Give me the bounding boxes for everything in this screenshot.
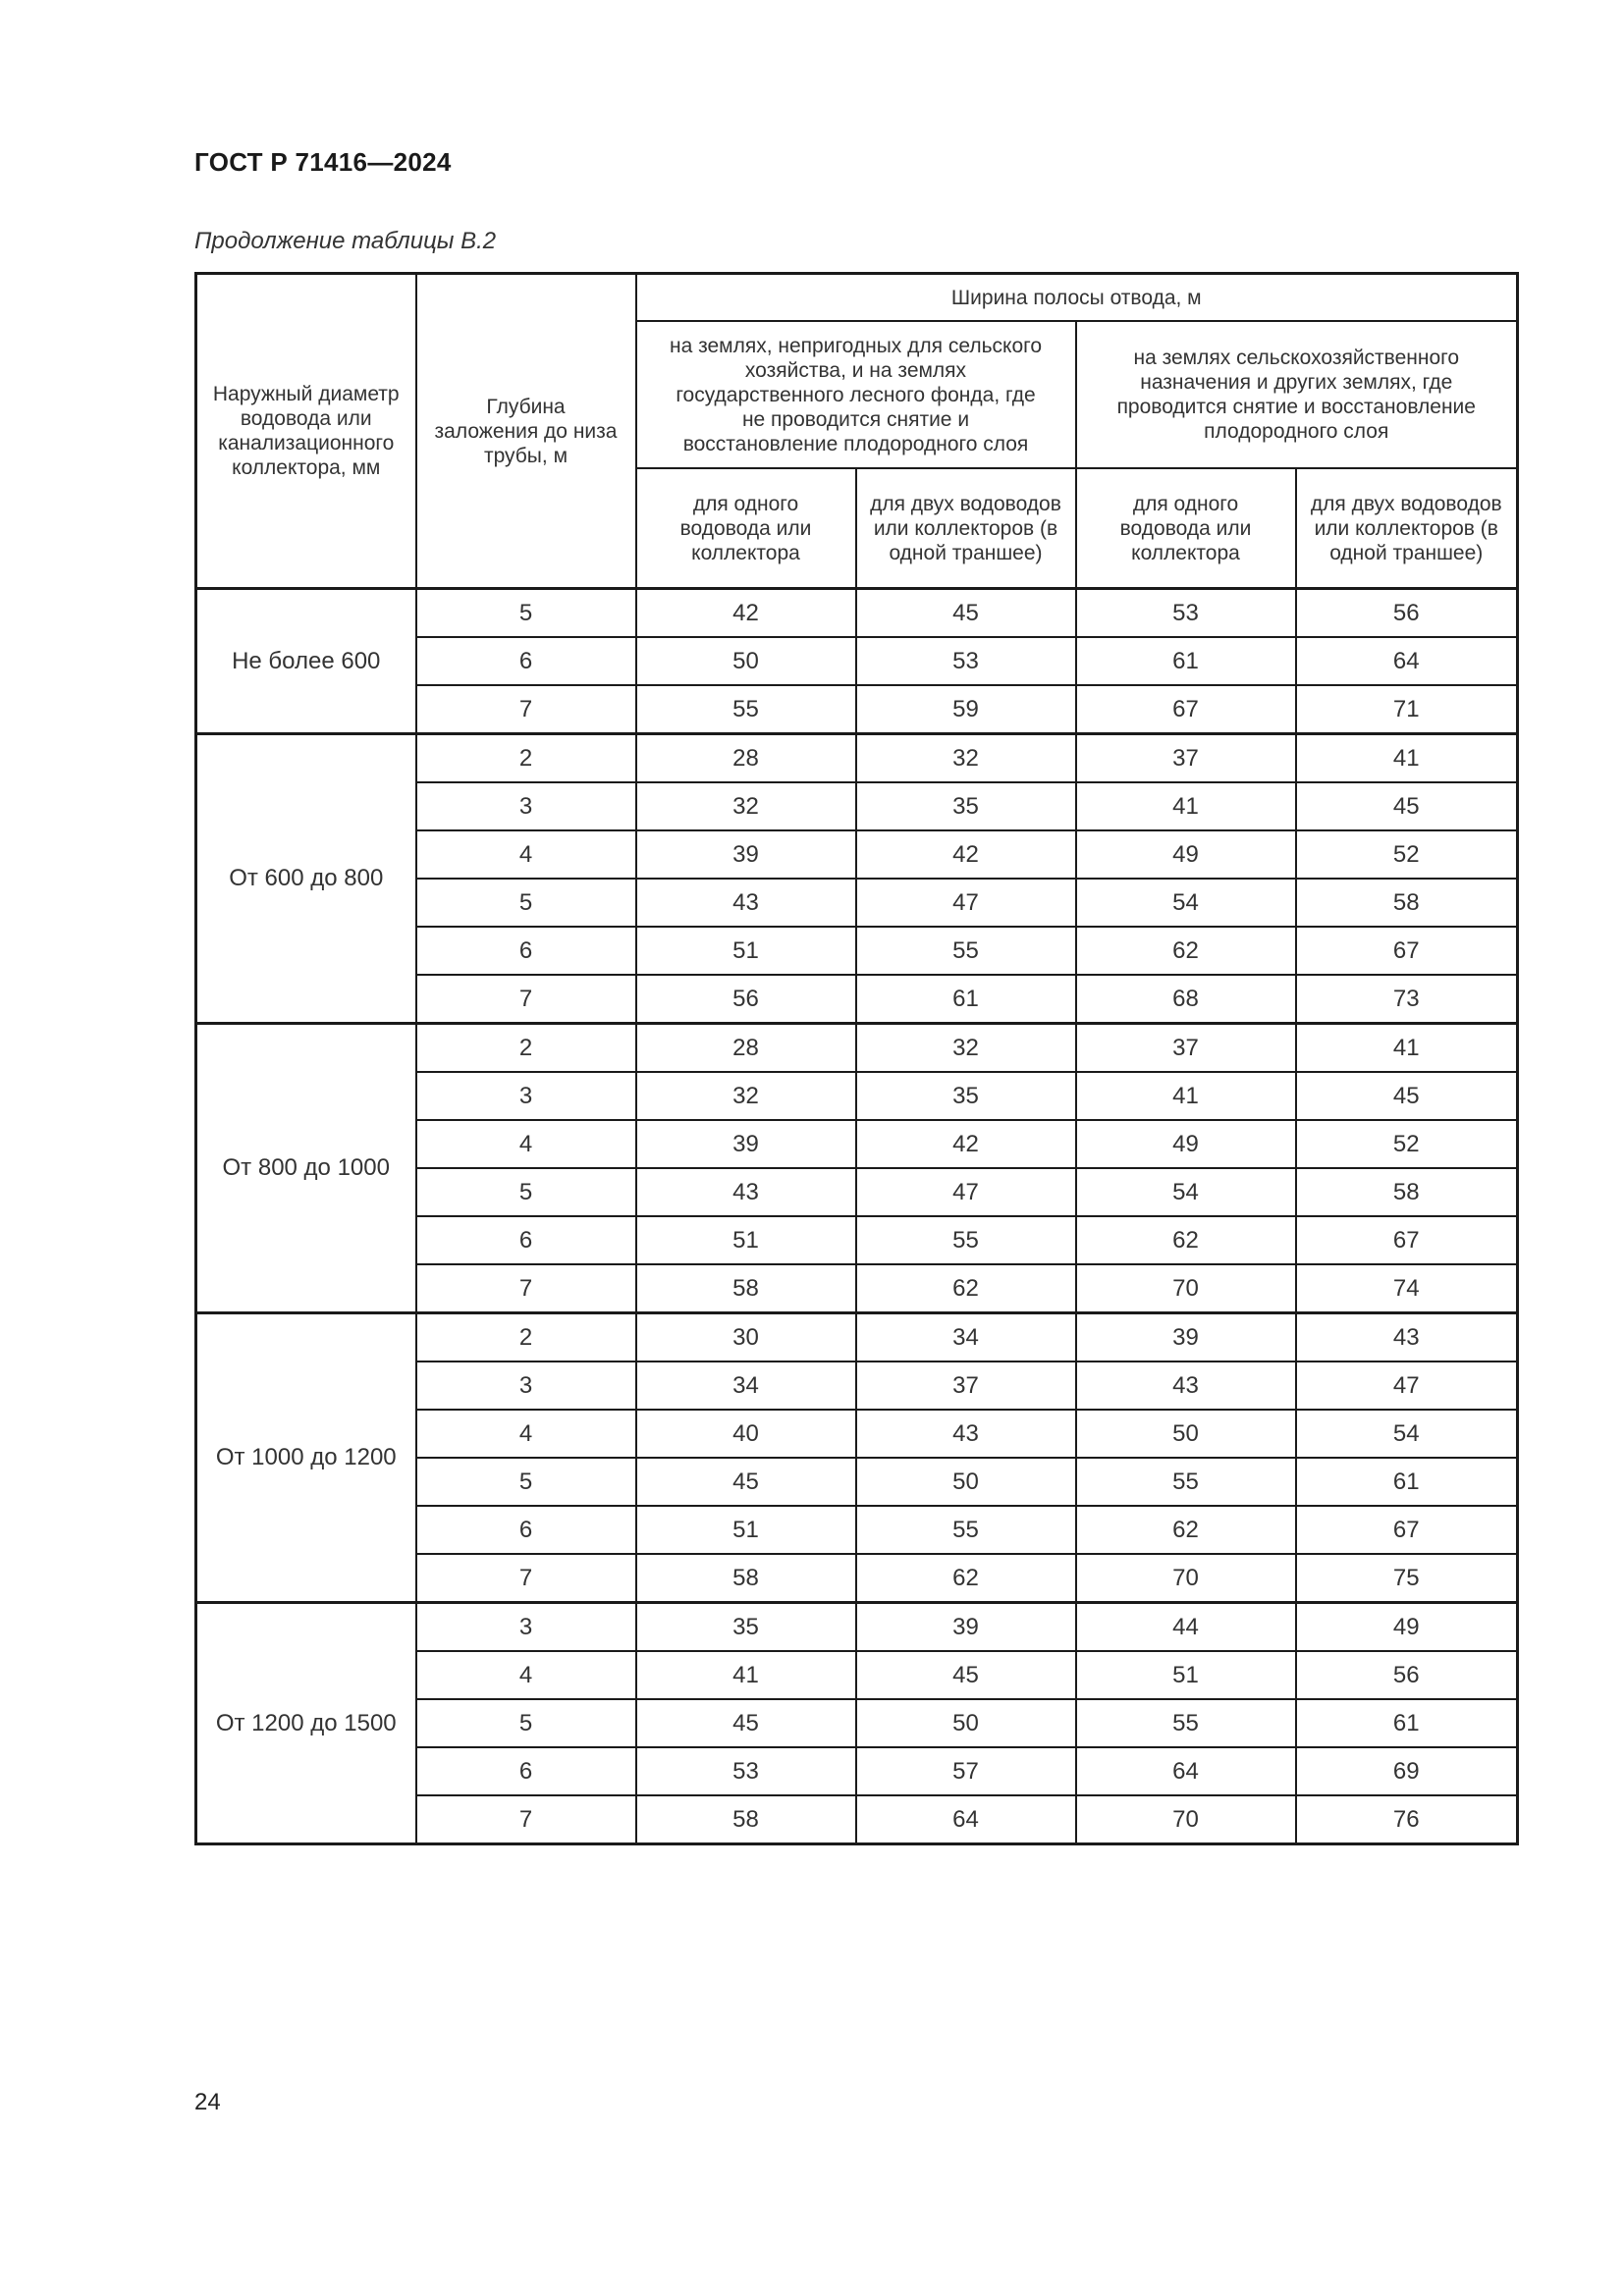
width-two-agricultural-cell: 75 xyxy=(1296,1554,1518,1603)
width-one-unsuitable-cell: 39 xyxy=(636,830,856,879)
depth-cell: 3 xyxy=(416,1362,636,1410)
width-two-agricultural-cell: 52 xyxy=(1296,830,1518,879)
width-one-agricultural-cell: 49 xyxy=(1076,1120,1296,1168)
width-two-unsuitable-cell: 50 xyxy=(856,1458,1076,1506)
depth-cell: 6 xyxy=(416,927,636,975)
depth-cell: 6 xyxy=(416,1506,636,1554)
depth-cell: 7 xyxy=(416,685,636,734)
width-two-unsuitable-cell: 42 xyxy=(856,830,1076,879)
diameter-range-cell: От 1000 до 1200 xyxy=(196,1313,416,1603)
header-width: Ширина полосы отвода, м xyxy=(636,274,1518,322)
width-one-unsuitable-cell: 50 xyxy=(636,637,856,685)
document-code: ГОСТ Р 71416—2024 xyxy=(194,147,452,177)
width-one-agricultural-cell: 44 xyxy=(1076,1603,1296,1652)
table-row xyxy=(196,1024,1518,1073)
width-two-unsuitable-cell: 55 xyxy=(856,927,1076,975)
header-depth: Глубина заложения до низа трубы, м xyxy=(416,274,636,589)
width-one-agricultural-cell: 41 xyxy=(1076,782,1296,830)
width-two-unsuitable-cell: 47 xyxy=(856,879,1076,927)
depth-cell: 2 xyxy=(416,1313,636,1362)
width-two-unsuitable-cell: 62 xyxy=(856,1264,1076,1313)
width-two-unsuitable-cell: 47 xyxy=(856,1168,1076,1216)
width-one-agricultural-cell: 62 xyxy=(1076,927,1296,975)
width-one-unsuitable-cell: 41 xyxy=(636,1651,856,1699)
header-two-pipes-unsuitable: для двух водоводов или коллекторов (в одной траншее) xyxy=(856,468,1076,589)
width-one-agricultural-cell: 51 xyxy=(1076,1651,1296,1699)
width-one-unsuitable-cell: 43 xyxy=(636,1168,856,1216)
width-one-unsuitable-cell: 45 xyxy=(636,1458,856,1506)
width-one-agricultural-cell: 61 xyxy=(1076,637,1296,685)
depth-cell: 3 xyxy=(416,1603,636,1652)
width-two-unsuitable-cell: 57 xyxy=(856,1747,1076,1795)
table-head xyxy=(196,274,1518,589)
width-two-unsuitable-cell: 61 xyxy=(856,975,1076,1024)
page-number: 24 xyxy=(194,2089,221,2115)
width-two-agricultural-cell: 47 xyxy=(1296,1362,1518,1410)
width-one-unsuitable-cell: 51 xyxy=(636,1506,856,1554)
width-two-unsuitable-cell: 34 xyxy=(856,1313,1076,1362)
width-one-agricultural-cell: 41 xyxy=(1076,1072,1296,1120)
width-one-agricultural-cell: 62 xyxy=(1076,1216,1296,1264)
width-one-agricultural-cell: 43 xyxy=(1076,1362,1296,1410)
width-one-agricultural-cell: 37 xyxy=(1076,734,1296,783)
header-land-unsuitable: на землях, непригодных для сельского хозяйства, и на землях государственного лесного фонда, где не проводится снятие и восстановление плодородного слоя xyxy=(636,321,1076,468)
depth-cell: 7 xyxy=(416,975,636,1024)
depth-cell: 4 xyxy=(416,830,636,879)
width-one-unsuitable-cell: 55 xyxy=(636,685,856,734)
width-two-unsuitable-cell: 45 xyxy=(856,589,1076,638)
width-one-unsuitable-cell: 45 xyxy=(636,1699,856,1747)
width-two-agricultural-cell: 58 xyxy=(1296,879,1518,927)
width-two-agricultural-cell: 45 xyxy=(1296,782,1518,830)
width-one-agricultural-cell: 49 xyxy=(1076,830,1296,879)
table-caption: Продолжение таблицы В.2 xyxy=(194,228,497,254)
depth-cell: 5 xyxy=(416,1699,636,1747)
width-two-agricultural-cell: 64 xyxy=(1296,637,1518,685)
width-one-unsuitable-cell: 58 xyxy=(636,1795,856,1844)
header-one-pipe-unsuitable: для одного водовода или коллектора xyxy=(636,468,856,589)
table-body xyxy=(196,589,1518,1844)
diameter-range-cell: Не более 600 xyxy=(196,589,416,734)
width-one-agricultural-cell: 64 xyxy=(1076,1747,1296,1795)
width-two-agricultural-cell: 45 xyxy=(1296,1072,1518,1120)
width-two-agricultural-cell: 69 xyxy=(1296,1747,1518,1795)
width-one-agricultural-cell: 70 xyxy=(1076,1554,1296,1603)
width-one-unsuitable-cell: 56 xyxy=(636,975,856,1024)
width-two-agricultural-cell: 41 xyxy=(1296,734,1518,783)
depth-cell: 5 xyxy=(416,879,636,927)
width-two-agricultural-cell: 52 xyxy=(1296,1120,1518,1168)
width-two-agricultural-cell: 67 xyxy=(1296,1216,1518,1264)
width-one-unsuitable-cell: 53 xyxy=(636,1747,856,1795)
table-row xyxy=(196,589,1518,638)
depth-cell: 2 xyxy=(416,734,636,783)
width-one-agricultural-cell: 54 xyxy=(1076,879,1296,927)
width-one-agricultural-cell: 55 xyxy=(1076,1699,1296,1747)
depth-cell: 4 xyxy=(416,1120,636,1168)
width-one-agricultural-cell: 53 xyxy=(1076,589,1296,638)
width-one-unsuitable-cell: 42 xyxy=(636,589,856,638)
depth-cell: 7 xyxy=(416,1264,636,1313)
width-two-agricultural-cell: 67 xyxy=(1296,1506,1518,1554)
width-one-unsuitable-cell: 39 xyxy=(636,1120,856,1168)
diameter-range-cell: От 600 до 800 xyxy=(196,734,416,1024)
depth-cell: 4 xyxy=(416,1410,636,1458)
diameter-range-cell: От 800 до 1000 xyxy=(196,1024,416,1313)
width-two-agricultural-cell: 49 xyxy=(1296,1603,1518,1652)
depth-cell: 5 xyxy=(416,1458,636,1506)
width-two-unsuitable-cell: 37 xyxy=(856,1362,1076,1410)
width-one-agricultural-cell: 37 xyxy=(1076,1024,1296,1073)
depth-cell: 5 xyxy=(416,1168,636,1216)
table-row xyxy=(196,734,1518,783)
width-two-agricultural-cell: 67 xyxy=(1296,927,1518,975)
width-two-agricultural-cell: 71 xyxy=(1296,685,1518,734)
header-diameter: Наружный диаметр водовода или канализационного коллектора, мм xyxy=(196,274,416,589)
width-two-unsuitable-cell: 35 xyxy=(856,782,1076,830)
width-one-agricultural-cell: 70 xyxy=(1076,1795,1296,1844)
depth-cell: 6 xyxy=(416,637,636,685)
width-one-unsuitable-cell: 30 xyxy=(636,1313,856,1362)
width-one-unsuitable-cell: 43 xyxy=(636,879,856,927)
header-two-pipes-agricultural: для двух водоводов или коллекторов (в одной траншее) xyxy=(1296,468,1518,589)
width-two-unsuitable-cell: 43 xyxy=(856,1410,1076,1458)
width-two-unsuitable-cell: 45 xyxy=(856,1651,1076,1699)
width-two-unsuitable-cell: 32 xyxy=(856,1024,1076,1073)
width-one-agricultural-cell: 70 xyxy=(1076,1264,1296,1313)
width-two-agricultural-cell: 61 xyxy=(1296,1699,1518,1747)
width-one-unsuitable-cell: 58 xyxy=(636,1554,856,1603)
table-row xyxy=(196,1313,1518,1362)
width-one-unsuitable-cell: 32 xyxy=(636,782,856,830)
depth-cell: 3 xyxy=(416,1072,636,1120)
width-two-agricultural-cell: 54 xyxy=(1296,1410,1518,1458)
width-one-agricultural-cell: 55 xyxy=(1076,1458,1296,1506)
width-two-unsuitable-cell: 50 xyxy=(856,1699,1076,1747)
depth-cell: 6 xyxy=(416,1216,636,1264)
width-one-unsuitable-cell: 35 xyxy=(636,1603,856,1652)
width-one-unsuitable-cell: 32 xyxy=(636,1072,856,1120)
right-of-way-width-table xyxy=(194,272,1519,1845)
width-one-unsuitable-cell: 40 xyxy=(636,1410,856,1458)
width-two-agricultural-cell: 43 xyxy=(1296,1313,1518,1362)
depth-cell: 3 xyxy=(416,782,636,830)
width-two-agricultural-cell: 58 xyxy=(1296,1168,1518,1216)
width-two-unsuitable-cell: 64 xyxy=(856,1795,1076,1844)
width-one-agricultural-cell: 67 xyxy=(1076,685,1296,734)
width-one-unsuitable-cell: 28 xyxy=(636,1024,856,1073)
width-one-agricultural-cell: 68 xyxy=(1076,975,1296,1024)
width-one-unsuitable-cell: 51 xyxy=(636,927,856,975)
depth-cell: 7 xyxy=(416,1554,636,1603)
width-two-unsuitable-cell: 35 xyxy=(856,1072,1076,1120)
width-two-unsuitable-cell: 42 xyxy=(856,1120,1076,1168)
width-one-unsuitable-cell: 58 xyxy=(636,1264,856,1313)
width-one-unsuitable-cell: 34 xyxy=(636,1362,856,1410)
width-one-agricultural-cell: 39 xyxy=(1076,1313,1296,1362)
width-two-unsuitable-cell: 62 xyxy=(856,1554,1076,1603)
width-two-unsuitable-cell: 55 xyxy=(856,1216,1076,1264)
width-two-agricultural-cell: 56 xyxy=(1296,589,1518,638)
table-row xyxy=(196,1603,1518,1652)
header-land-agricultural: на землях сельскохозяйственного назначения и других землях, где проводится снятие и восстановление плодородного слоя xyxy=(1076,321,1518,468)
width-one-agricultural-cell: 54 xyxy=(1076,1168,1296,1216)
width-two-unsuitable-cell: 32 xyxy=(856,734,1076,783)
width-one-unsuitable-cell: 51 xyxy=(636,1216,856,1264)
diameter-range-cell: От 1200 до 1500 xyxy=(196,1603,416,1844)
width-one-unsuitable-cell: 28 xyxy=(636,734,856,783)
depth-cell: 2 xyxy=(416,1024,636,1073)
width-two-agricultural-cell: 41 xyxy=(1296,1024,1518,1073)
width-two-agricultural-cell: 56 xyxy=(1296,1651,1518,1699)
width-two-agricultural-cell: 73 xyxy=(1296,975,1518,1024)
depth-cell: 7 xyxy=(416,1795,636,1844)
width-one-agricultural-cell: 62 xyxy=(1076,1506,1296,1554)
depth-cell: 4 xyxy=(416,1651,636,1699)
width-two-unsuitable-cell: 55 xyxy=(856,1506,1076,1554)
depth-cell: 5 xyxy=(416,589,636,638)
header-one-pipe-agricultural: для одного водовода или коллектора xyxy=(1076,468,1296,589)
width-two-agricultural-cell: 74 xyxy=(1296,1264,1518,1313)
width-two-unsuitable-cell: 59 xyxy=(856,685,1076,734)
width-two-agricultural-cell: 61 xyxy=(1296,1458,1518,1506)
width-two-unsuitable-cell: 53 xyxy=(856,637,1076,685)
width-two-unsuitable-cell: 39 xyxy=(856,1603,1076,1652)
width-two-agricultural-cell: 76 xyxy=(1296,1795,1518,1844)
depth-cell: 6 xyxy=(416,1747,636,1795)
width-one-agricultural-cell: 50 xyxy=(1076,1410,1296,1458)
